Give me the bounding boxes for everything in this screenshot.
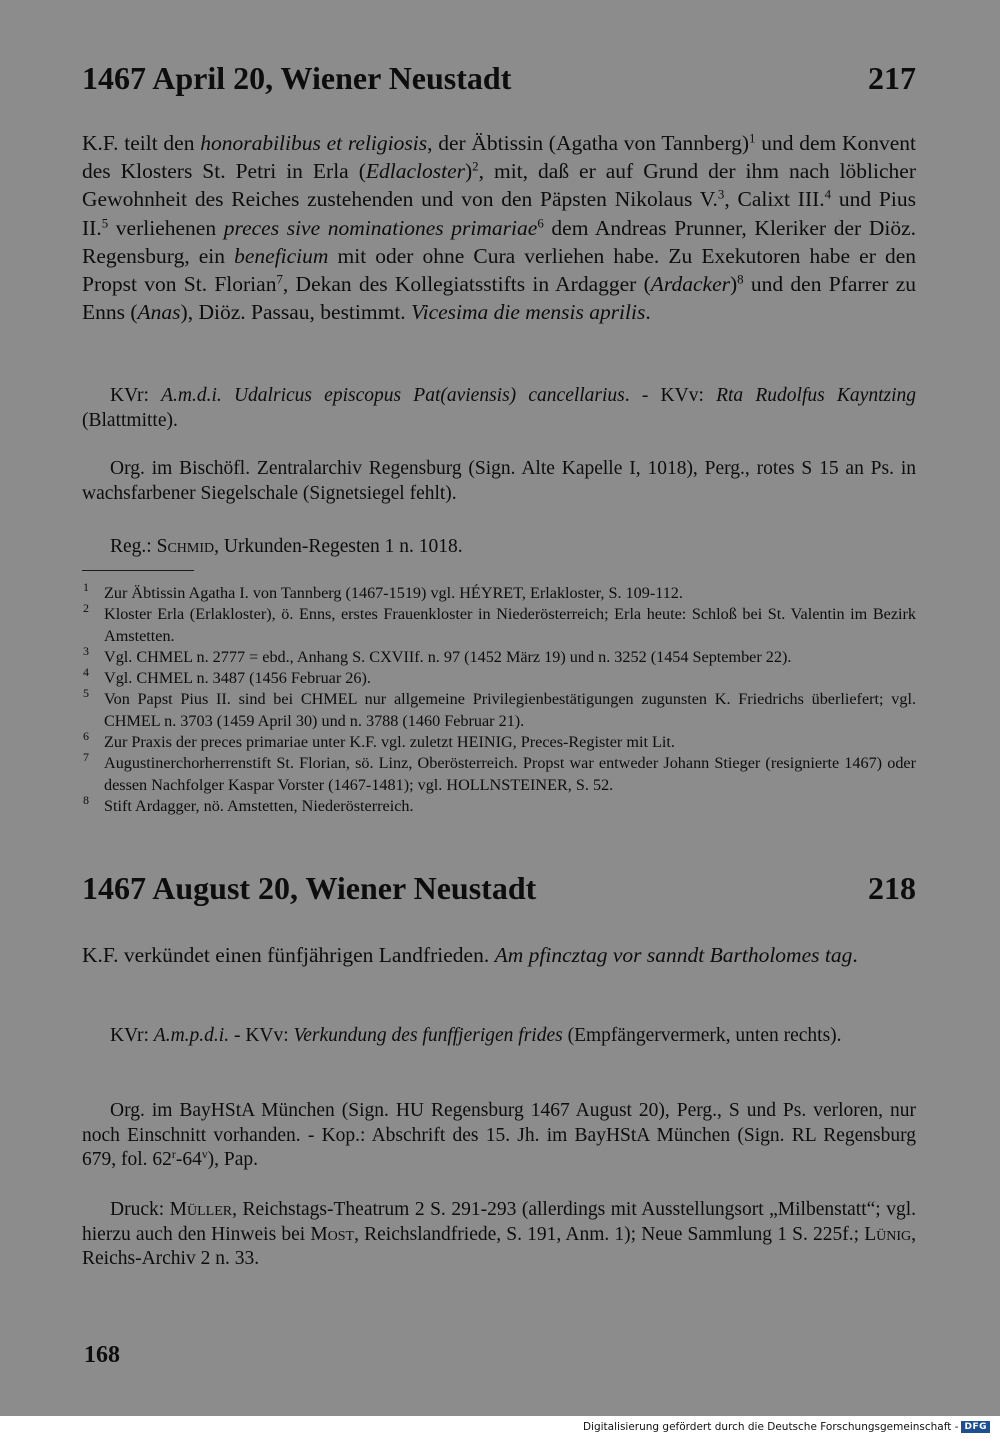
entry-217-heading [82, 60, 916, 96]
footnote-separator [82, 570, 194, 571]
footnote-4 [82, 665, 916, 689]
footer-text: Digitalisierung gefördert durch die Deutsche Forschungsgemeinschaft - [582, 1421, 959, 1433]
digitization-footer [583, 1421, 990, 1433]
footnote-6 [82, 729, 916, 753]
footnote-8 [82, 792, 916, 817]
footnote-text: Zur Äbtissin Agatha I. von Tannberg (1467-1519) vgl. HÉYRET, Erlakloster, S. 109-112. [104, 584, 683, 602]
footnote-number: 2 [83, 601, 89, 616]
dfg-logo: DFG [961, 1421, 990, 1433]
entry-218-print: Druck: Müller, Reichstags-Theatrum 2 S. 291-293 (allerdings mit Ausstellungsort „Milbenstatt“; vgl. hierzu auch den Hinweis bei Most, Reichslandfriede, S. 191, Anm. 1); Neue Sammlung 1 S. 225f.; Lünig, Reichs-Archiv 2 n. 33. [82, 1199, 916, 1269]
footnote-number: 7 [83, 750, 89, 765]
footnote-number: 1 [83, 580, 89, 594]
entry-218-kvr: KVr: A.m.p.d.i. - KVv: Verkundung des funffjerigen frides (Empfängervermerk, unten rechts). [110, 1025, 842, 1046]
footnote-text: Augustinerchorherrenstift St. Florian, sö. Linz, Oberösterreich. Propst war entweder Johann Stieger (resignierte 1467) oder dessen Nachfolger Kaspar Vorster (1467-1481); vgl. HOLLNSTEINER, S. 52. [104, 754, 916, 794]
footnote-text: Vgl. CHMEL n. 3487 (1456 Februar 26). [104, 669, 371, 688]
entry-218-original: Org. im BayHStA München (Sign. HU Regensburg 1467 August 20), Perg., S und Ps. verloren, nur noch Einschnitt vorhanden. - Kop.: Abschrift des 15. Jh. im BayHStA München (Sign. RL Regensburg 679, fol. 62$^r$-64$^v$), Pap. [82, 1100, 916, 1170]
footnote-7 [82, 750, 916, 796]
entry-217-number: 217 [868, 60, 916, 96]
entry-218-number: 218 [868, 870, 916, 906]
footnote-text: Vgl. CHMEL n. 2777 = ebd., Anhang S. CXVIIf. n. 97 (1452 März 19) und n. 3252 (1454 September 22). [104, 647, 792, 666]
footnote-5 [82, 686, 916, 732]
entry-217-kvr: KVr: A.m.d.i. Udalricus episcopus Pat(aviensis) cancellarius. - KVv: Rta Rudolfus Kayntzing (Blattmitte). [82, 385, 916, 431]
entry-217-regest: Reg.: Schmid, Urkunden-Regesten 1 n. 1018. [110, 536, 463, 557]
footnote-2 [82, 601, 916, 647]
footnote-number: 6 [83, 729, 89, 744]
footnote-text: Kloster Erla (Erlakloster), ö. Enns, erstes Frauenkloster in Niederösterreich; Erla heute: Schloß bei St. Valentin im Bezirk Amstetten. [104, 605, 916, 645]
footnotes [82, 580, 916, 817]
footnote-number: 3 [83, 643, 89, 658]
footnote-number: 8 [83, 792, 89, 807]
entry-218-title: 1467 August 20, Wiener Neustadt [82, 870, 537, 906]
entry-217-summary: K.F. teilt den honorabilibus et religiosis, der Äbtissin (Agatha von Tannberg)$^1$ und dem Konvent des Klosters St. Petri in Erla (Edlacloster)$^2$, mit, daß er auf Grund der ihm nach löblicher Gewohnheit des Reiches zustehenden und von den Päpsten Nikolaus V.$^3$, Calixt III.$^4$ und Pius II.$^5$ verliehenen preces sive nominationes primariae$^6$ dem Andreas Prunner, Kleriker der Diöz. Regensburg, ein beneficium mit oder ohne Cura verliehen habe. Zu Exekutoren habe er den Propst von St. Florian$^7$, Dekan des Kollegiatsstifts in Ardagger (Ardacker)$^8$ und den Pfarrer zu Enns (Anas), Diöz. Passau, bestimmt. Vicesima die mensis aprilis. [82, 131, 916, 325]
entry-218-heading [82, 870, 916, 906]
footnote-text: Von Papst Pius II. sind bei CHMEL nur allgemeine Privilegienbestätigungen zugunsten K. Friedrichs überliefert; vgl. CHMEL n. 3703 (1459 April 30) und n. 3788 (1460 Februar 21). [104, 690, 916, 730]
footnote-number: 4 [83, 665, 89, 680]
footnote-1 [82, 580, 916, 604]
footnote-text: Zur Praxis der preces primariae unter K.F. vgl. zuletzt HEINIG, Preces-Register mit Lit. [104, 733, 675, 752]
entry-217-original: Org. im Bischöfl. Zentralarchiv Regensburg (Sign. Alte Kapelle I, 1018), Perg., rotes S 15 an Ps. in wachsfarbener Siegelschale (Signetsiegel fehlt). [82, 458, 916, 504]
entry-218-summary: K.F. verkündet einen fünfjährigen Landfrieden. Am pfincztag vor sanndt Bartholomes tag. [82, 943, 858, 967]
footnote-3 [82, 643, 916, 668]
footnote-number: 5 [83, 686, 89, 701]
footnote-text: Stift Ardagger, nö. Amstetten, Niederösterreich. [104, 796, 414, 815]
entry-217-title: 1467 April 20, Wiener Neustadt [82, 60, 512, 96]
page-number: 168 [84, 1342, 120, 1368]
